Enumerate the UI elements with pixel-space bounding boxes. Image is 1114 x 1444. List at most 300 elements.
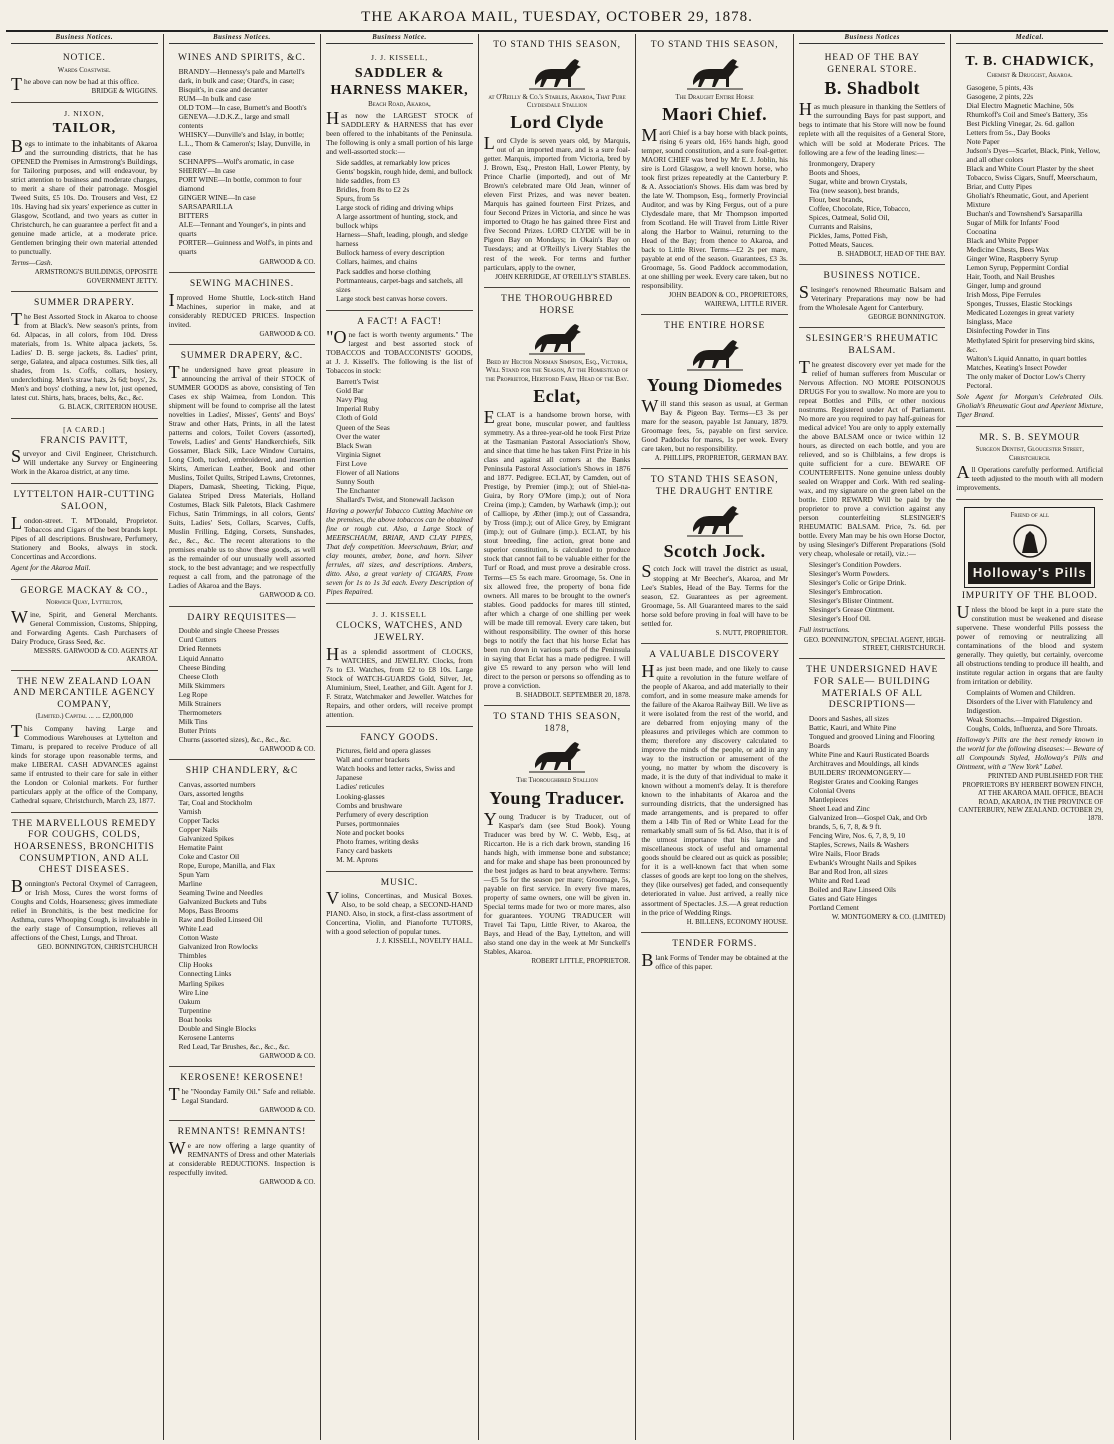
advertisement bbox=[326, 47, 473, 310]
ad-list-item: Ironmongery, Drapery bbox=[808, 158, 875, 168]
ad-list-item: Black and White Court Plaster by the sheet bbox=[966, 163, 1094, 173]
ad-list-item: Methylated Spirit for preserving bird skins, &c. bbox=[966, 335, 1095, 354]
ad-title: HEAD OF THE BAY GENERAL STORE. bbox=[824, 53, 920, 75]
ad-list-item: Disinfecting Powder in Tins bbox=[966, 326, 1050, 336]
ad-list-item: PORTER—Guinness and Wolf's, in pints and quarts bbox=[178, 238, 313, 257]
ad-list-item: Milk Strainers bbox=[178, 698, 222, 708]
ad-signature: GEO. BONNINGTON, SPECIAL AGENT, HIGH-STREET, CHRISTCHURCH. bbox=[803, 636, 946, 652]
ad-title: SUMMER DRAPERY. bbox=[34, 298, 135, 309]
ad-item-list bbox=[332, 746, 473, 863]
ad-subheading: Surgeon Dentist, Gloucester Street, Christchurch. bbox=[975, 446, 1084, 462]
ad-list-item: Fancy card baskets bbox=[336, 845, 393, 855]
ad-title: T. B. CHADWICK, bbox=[965, 54, 1095, 70]
holloways-emblem bbox=[964, 507, 1095, 588]
ad-list-item: The Enchanter bbox=[336, 485, 380, 495]
ad-list-item: White Lead bbox=[178, 924, 214, 934]
ad-list-item: The only maker of Doctor Low's Cherry Pectoral. bbox=[966, 371, 1086, 390]
ad-title: TO STAND THIS SEASON, THE DRAUGHT ENTIRE bbox=[650, 475, 779, 497]
ad-list-item: RUM—In bulk and case bbox=[178, 93, 252, 103]
ad-list-item: Coffee, Chocolate, Rice, Tobacco, bbox=[808, 203, 911, 213]
ad-list-item: First Love bbox=[336, 458, 367, 468]
ad-item-list bbox=[805, 714, 946, 913]
ad-title: REMNANTS! REMNANTS! bbox=[177, 1127, 307, 1138]
ad-list-item: Slesinger's Colic or Gripe Drink. bbox=[808, 578, 907, 588]
column-heading: Medical. bbox=[956, 34, 1103, 44]
ad-list-item: Best Pickling Vinegar, 2s. 6d. gallon bbox=[966, 118, 1075, 128]
ad-list-item: Wire Line bbox=[178, 987, 209, 997]
ad-list-item: PORT WINE—In bottle, common to four diamond bbox=[178, 175, 302, 194]
ad-list-item: Staples, Screws, Nails & Washers bbox=[808, 840, 909, 850]
ad-list-item: Flower of all Nations bbox=[336, 467, 400, 477]
ad-list-item: Colonial Ovens bbox=[808, 785, 856, 795]
ad-list-item: Dial Electro Magnetic Machine, 50s bbox=[966, 100, 1074, 110]
ad-body-text: The greatest discovery ever yet made for the relief of human sufferers from Muscular or Nervous Affection. NO MORE POISONOUS DRUGS For you to swallow. No more are you to repeat Bottles and Pills, or other noxious nostrums. Registered under Act of Parliament. No more are you required to pay half-guineas for medical advice! You are only to apply externally the above BALSAM once or twice within 12 hours, as directed on each bottle, and you are relieved, and so is Chilblains, a few drops is quite sufficient for a cure. BEWARE OF COUNTERFEITS. None genuine unless doubly sealed on Wrapper and Cork. With red sealing-wax, and my signature on the green label on the bottle. £100 REWARD Will be paid by the proprietor to prove a conviction against any person counterfeiting SLESINGER'S RHEUMATIC BALSAM. Price, 7s. 6d. per bottle. Every Man may be his own Horse Doctor, by using Slesinger's Different Preparations (Sold very cheap, wholesale or retail), viz.:— bbox=[798, 356, 946, 559]
advertisement bbox=[956, 500, 1103, 829]
ad-signature: W. MONTGOMERY & CO. (LIMITED) bbox=[831, 914, 946, 922]
horse-engraving-icon bbox=[685, 336, 745, 372]
advertisement bbox=[169, 273, 316, 345]
advertisement bbox=[799, 659, 946, 927]
ad-signature: S. NUTT, PROPRIETOR. bbox=[715, 629, 788, 637]
ad-list-item: Large stock best canvas horse covers. bbox=[336, 293, 448, 303]
ad-list-item: Thermometers bbox=[178, 707, 222, 717]
ad-list-item: Tea (new season), best brands, bbox=[808, 185, 900, 195]
ad-list-item: Galvanized Iron—Gospel Oak, and Orb brands, 5, 6, 7, 8, & 9 ft. bbox=[808, 813, 927, 832]
ad-title: FANCY GOODS. bbox=[360, 732, 439, 743]
ad-list-item: WHISKY—Dunville's and Islay, in bottle; L.L., Thom & Cameron's; Islay, Dunville, in case bbox=[178, 130, 311, 158]
ad-title: WINES AND SPIRITS, &C. bbox=[178, 53, 306, 64]
ad-title: NOTICE. bbox=[62, 53, 106, 64]
ad-display-name: Lord Clyde bbox=[510, 112, 604, 133]
advertisement bbox=[11, 103, 158, 293]
ad-list-item: Leg Rope bbox=[178, 689, 208, 699]
ad-title: FRANCIS PAVITT, bbox=[40, 435, 129, 446]
advertisement bbox=[484, 288, 631, 706]
ad-list-item: Cheese Cloth bbox=[178, 671, 219, 681]
ad-list-item: Imperial Ruby bbox=[336, 404, 380, 414]
ad-list-item: Slesinger's Grease Ointment. bbox=[808, 605, 895, 615]
ad-list-item: Portland Cement bbox=[808, 903, 859, 913]
ad-extra-text: Agent for the Akaroa Mail. bbox=[11, 562, 91, 572]
ad-body-text: Slesinger's renowned Rheumatic Balsam and Veterinary Preparations may now be had from the Wholesale Agent for Canterbury. bbox=[798, 281, 946, 312]
ad-list-item: Slesinger's Condition Powders. bbox=[808, 560, 902, 570]
advertisement bbox=[484, 34, 631, 288]
ad-title: A FACT! A FACT! bbox=[357, 316, 442, 327]
column-1 bbox=[6, 34, 164, 1440]
ad-title: THE THOROUGHBRED HORSE bbox=[500, 293, 614, 316]
ad-item-list bbox=[805, 560, 946, 623]
ad-signature: B. SHADBOLT, HEAD OF THE BAY. bbox=[837, 250, 946, 258]
ad-list-item: Galvanized Spikes bbox=[178, 834, 234, 844]
ad-list-item: Buchan's and Townshend's Sarsaparilla bbox=[966, 209, 1083, 219]
ad-list-item: Harness—Shaft, leading, plough, and sledge harness bbox=[336, 230, 468, 249]
advertisement bbox=[799, 328, 946, 659]
ad-list-item: SARSAPARILLA bbox=[178, 202, 233, 212]
ad-body-text: Bonnington's Pectoral Oxymel of Carrageen, or Irish Moss, Cures the worst forms of Coughs and Colds, Hoarseness; gives immediate relief in Bronchitis, is the best medicine for Asthma, cures Whooping Cough, is invaluable in the early stage of Consumption, relieves all affections of the Chest, Lungs, and Throat. bbox=[11, 875, 158, 942]
ad-list-item: Sugar of Milk for Infants' Food bbox=[966, 218, 1060, 228]
ad-list-item: Galvanized Buckets and Tubs bbox=[178, 897, 267, 907]
figure-icon bbox=[1000, 523, 1060, 559]
ad-list-item: Milk Skimmers bbox=[178, 680, 225, 690]
ad-list-item: Mops, Bass Brooms bbox=[178, 906, 239, 916]
ad-list-item: Fencing Wire, Nos. 6, 7, 8, 9, 10 bbox=[808, 831, 906, 841]
ad-list-item: Rope, Europe, Manilla, and Flax bbox=[178, 861, 276, 871]
ad-extra-text: Terms—Cash. bbox=[11, 258, 53, 268]
ad-body-text: Has just been made, and one likely to cause quite a revolution in the future welfare of the people of Akaroa, and add materially to their comfort, and in some measure make amends for the failure of the Akaroa Railway Bill. We live as it were isolated from the rest of the world, and are debarred from enjoying many of the pleasures and privileges which are common to them; therefore any discovery calculated to improve the minds of the people, or add in any way to the instruction or amusement of the young, no matter by whom the discovery is made, it is the duty of that individual to make it known without a moment's delay. It is therefore known to the inhabitants of Akaroa and the surrounding districts, that the undersigned has made arrangements, and is prepared to offer them a 14lb Tin of Red or White Lead for the remarkably small sum of 5s 6d. Also, that it is of the utmost importance that his large and miscellaneous stock of useful and ornamental goods should be cleared out as quick as possible; for it is a well-known fact that when some classes of goods are kept too long on the shelves, they (like ourselves) get faded, and consequently deteriorated in value. Just arrived, a really nice assortment of Spectacles. J.S.—A great reduction in the price of Wedding Rings. bbox=[641, 660, 788, 917]
column-6 bbox=[794, 34, 952, 1440]
ad-signature: BRIDGE & WIGGINS. bbox=[91, 88, 158, 96]
column-heading: Business Notices. bbox=[11, 34, 158, 44]
advertisement bbox=[169, 607, 316, 760]
ad-list-item: Raw and Boiled Linseed Oil bbox=[178, 915, 263, 925]
ad-body-text: Lord Clyde is seven years old, by Marquis, out of an imported mare, and is a sure foal-getter. Marquis, imported from Victoria, bred by J. Brown, Esq., Preston Hall, Lower Plenty, by Prince Charlie (imported), and out of Mr Brown's celebrated mare Old Jean, winner of eleven First Prizes, and was never beaten. Marquis has gained fourteen First Prizes, and four Second Prizes in Victoria, and since he was imported to Otago he has gained three First and five Second Prizes. LORD CLYDE will be in Pigeon Bay on Mondays; in Okain's Bay on Tuesdays; and at O'Reilly's Livery Stables the rest of the week. For terms and further particulars, apply to the owner, bbox=[483, 133, 631, 272]
ad-list-item: Churns (assorted sizes), &c., &c., &c. bbox=[178, 734, 291, 744]
ad-display-name: Young Traducer. bbox=[489, 787, 625, 808]
ad-list-item: M. M. Aprons bbox=[336, 854, 379, 864]
ad-title: SLESINGER'S RHEUMATIC BALSAM. bbox=[805, 334, 939, 356]
ad-list-item: Canvas, assorted numbers bbox=[178, 779, 256, 789]
ad-list-item: Doors and Sashes, all sizes bbox=[808, 713, 889, 723]
ad-subheading: Beach Road, Akaroa, bbox=[368, 100, 431, 108]
advertisement bbox=[11, 484, 158, 579]
ad-list-item: Currants and Raisins, bbox=[808, 221, 873, 231]
ad-title: CLOCKS, WATCHES, AND JEWELRY. bbox=[336, 621, 463, 643]
ad-display-name: Maori Chief. bbox=[662, 103, 768, 124]
ad-list-item: Flour, best brands, bbox=[808, 194, 864, 204]
ad-subheading: The Draught Entire Horse bbox=[675, 93, 754, 101]
ad-list-item: Judson's Dyes—Scarlet, Black, Pink, Yellow, and all other colors bbox=[966, 145, 1101, 164]
ad-list-item: Tar, Coal and Stockholm bbox=[178, 797, 253, 807]
ad-list-item: Oars, assorted lengths bbox=[178, 788, 244, 798]
ad-preheading: J. J. KISSELL bbox=[372, 610, 427, 620]
ad-signature: GARWOOD & CO. bbox=[259, 1106, 316, 1114]
ad-list-item: Copper Tacks bbox=[178, 815, 220, 825]
ad-item-list bbox=[332, 158, 473, 303]
ad-title: THE NEW ZEALAND LOAN AND MERCANTILE AGENCY COMPANY, bbox=[13, 676, 156, 710]
ad-signature: MESSRS. GARWOOD & CO. AGENTS AT AKAROA. bbox=[33, 647, 158, 664]
ad-list-item: Cloth of Gold bbox=[336, 413, 378, 423]
ad-list-item: Disorders of the Liver with Flatulency and Indigestion. bbox=[966, 697, 1093, 716]
ad-title: SADDLER & HARNESS MAKER, bbox=[330, 65, 469, 98]
ad-item-list bbox=[962, 688, 1103, 733]
ad-list-item: Pack saddles and horse clothing bbox=[336, 266, 431, 276]
ad-list-item: Note Paper bbox=[966, 136, 1000, 146]
advertisement bbox=[641, 315, 788, 469]
ad-extra-text: Sole Agent for Morgan's Celebrated Oils. Gholiah's Rheumatic Gout and Aperient Mixture, Tiger Brand. bbox=[956, 391, 1104, 419]
ad-title: LYTTELTON HAIR-CUTTING SALOON, bbox=[13, 490, 156, 513]
advertisement bbox=[169, 47, 316, 273]
ad-signature: GEO. BONNINGTON, CHRISTCHURCH bbox=[37, 944, 158, 952]
ad-list-item: Looking-glasses bbox=[336, 791, 385, 801]
ad-list-item: Lemon Syrup, Peppermint Cordial bbox=[966, 263, 1069, 273]
column-4 bbox=[479, 34, 637, 1440]
ad-subheading: Chemist & Druggist, Akaroa. bbox=[986, 72, 1073, 80]
advertisement bbox=[11, 47, 158, 102]
ad-list-item: Potted Meats, Sauces. bbox=[808, 239, 874, 249]
column-7 bbox=[951, 34, 1108, 1440]
ad-list-item: Curd Cutters bbox=[178, 635, 217, 645]
column-5 bbox=[636, 34, 794, 1440]
ad-list-item: BITTERS bbox=[178, 211, 209, 221]
ad-list-item: GINGER WINE—In case bbox=[178, 193, 256, 203]
ad-signature: JOHN BEADON & CO., PROPRIETORS, WAIREWA, LITTLE RIVER. bbox=[668, 292, 788, 308]
ad-list-item: Coughs, Colds, Influenza, and Sore Throats. bbox=[966, 724, 1098, 734]
ad-body-text: This Company having Large and Commodious Warehouses at Lyttelton and Timaru, is prepared to receive Produce of all kinds for storage upon reasonable terms, and make LIBERAL CASH ADVANCES against same if entrusted to their care for sale in either the London or Colonial markets. For further particulars apply at the office of the Company, Cathedral square, Christchurch, March 23, 1877. bbox=[11, 720, 158, 805]
ad-list-item: Kerosene Lanterns bbox=[178, 1032, 235, 1042]
ad-extra-text: Having a powerful Tobacco Cutting Machine on the premises, the above tobaccos can be obtained fine or rough cut. Also, a Large Stock of MEERSCHAUM, BRIAR, AND CLAY PIPES, That defy competition. Meerschaum, Briar, and clay mounts, amber, bone, and horn. Silver ferrules, all sizes, and descriptions. Ambers, ditto. Also, a great variety of CIGARS, From seven for 1s to 1s 3d each. Every Description of Pipes Repaired. bbox=[326, 505, 473, 597]
ad-list-item: Medicated Lozenges in great variety bbox=[966, 308, 1075, 318]
ad-list-item: Dried Rennets bbox=[178, 644, 222, 654]
ad-list-item: Boots and Shoes, bbox=[808, 167, 861, 177]
ad-list-item: Slesinger's Worm Powders. bbox=[808, 569, 890, 579]
ad-body-text: The "Noonday Family Oil." Safe and reliable. Legal Standard. bbox=[168, 1083, 316, 1105]
ad-signature: JOHN KERRIDGE, AT O'REILLY'S STABLES. bbox=[495, 273, 631, 281]
ad-list-item: Virginia Signet bbox=[336, 449, 381, 459]
ad-list-item: Over the water bbox=[336, 431, 381, 441]
ad-list-item: Portmanteaus, carpet-bags and satchels, all sizes bbox=[336, 275, 463, 294]
advertisement bbox=[641, 469, 788, 644]
ad-title: BUSINESS NOTICE. bbox=[823, 271, 921, 282]
ad-body-text: Maori Chief is a bay horse with black points, rising 6 years old, 16½ hands high, good temper, sound constitution, and a sure foal-getter. MAORI CHIEF was bred by Mr E. J. Joblin, his sire is Lord Glasgow, a well known horse, who took first prizes repeatedly at the Canterbury P. & A. Association's Shows. His dam was bred by the late W. Thompson, Esq., formerly Provincial Auditor, and was by King Fergus, out of a pure Clydesdale mare, that Mr Thompson imported from Scotland. He will Travel from Little River along the Harbor to Wainui, returning to the Head of the Bay; from thence to Akaroa, and back to Little River. Terms—£2 2s per mare, payable at end of the season. Guarantees, £3 3s. Groomage, 5s. Good Paddock accommodation, at one shilling per week. Every care taken, but no responsibility. bbox=[641, 124, 788, 291]
ad-list-item: Note and pocket books bbox=[336, 827, 405, 837]
ad-body-text: Unless the blood be kept in a pure state the constitution must be weakened and disease supervene. These wonderful Pills possess the power of removing or neutralizing all contaminations of the blood and system generally. They quietly, but certainly, overcome all obstructions tending to produce ill health, and institute regular action in organs that are faulty from irritation or debility. bbox=[956, 601, 1104, 686]
columns-container bbox=[6, 34, 1108, 1440]
ad-list-item: Ewbank's Wrought Nails and Spikes bbox=[808, 858, 917, 868]
ad-list-item: Oakum bbox=[178, 996, 201, 1006]
advertisement bbox=[326, 872, 473, 952]
ad-subheading: Bred by Hector Norman Simpson, Esq., Victoria, Will Stand for the Season, At the Homestead of the Proprietor, Hertford Farm, Head of the Bay. bbox=[485, 359, 629, 383]
ad-signature: ARMSTRONG'S BUILDINGS, OPPOSITE GOVERNMENT JETTY. bbox=[34, 269, 158, 285]
ad-body-text: Has a splendid assortment of CLOCKS, WATCHES, and JEWELRY. Clocks, from 7s to £3. Watches, from £2 to £8 10s. Large Stock of WATCH-GUARDS Gold, Silver, Jet, Aluminium, Steel, Leather, and Gilt. Agent for J. F. Stratz, Watchmaker and Jeweller. Watches for Repairs, and other orders, will receive prompt attention. bbox=[326, 643, 473, 719]
ad-list-item: Varnish bbox=[178, 806, 202, 816]
ad-body-text: Has now the LARGEST STOCK of SADDLERY & HARNESS that has ever been offered to the inhabitants of the Peninsula. The following is only a small portion of his large and well-assorted stock:— bbox=[326, 107, 473, 157]
ad-signature: ROBERT LITTLE, PROPRIETOR. bbox=[531, 958, 631, 966]
ad-list-item: Gasogene, 2 pints, 22s bbox=[966, 91, 1034, 101]
ad-display-name: Young Diomedes bbox=[646, 374, 783, 395]
masthead-title: THE AKAROA MAIL, TUESDAY, OCTOBER 29, 1878. bbox=[361, 9, 753, 25]
column-heading: Business Notice. bbox=[326, 34, 473, 44]
ad-list-item: Sheet Lead and Zinc bbox=[808, 803, 870, 813]
holloways-pills-badge: Holloway's Pills bbox=[968, 562, 1091, 584]
ad-item-list bbox=[175, 626, 316, 743]
ad-list-item: Watch hooks and letter racks, Swiss and Japanese bbox=[336, 764, 455, 783]
ad-list-item: SHERRY—In case bbox=[178, 166, 236, 176]
ad-list-item: Gates and Gate Hinges bbox=[808, 894, 877, 904]
ad-body-text: Young Traducer is by Traducer, out of Kaspar's dam (see Stud Book). Young Traducer was bred by W. C. Webb, Esq., at Riccarton. He is a rich dark brown, standing 16 hands high, with immense bone and substance; and for make and shape has been pronounced by the best judges as hard to beat anywhere. Terms:—£5 5s for the season per mare; Groomage, 5s, payable on first service. In every five mares, property of same owners, one will be given in. Special terms made for two or more mares, also for guarantees. YOUNG TRADUCER will Travel Tai Tapu, Little River, to Akaroa, the Bays, and Head of the Bay, Lyttelton, and will also stand one day in the week at Mr Sunckell's Stables, Akaroa. bbox=[483, 808, 631, 957]
ad-list-item: BRANDY—Hennessy's pale and Martell's dark, in bulk and case; Otard's, in case; Bisquit's, in case and decanter bbox=[178, 66, 305, 94]
ad-list-item: OLD TOM—In case, Burnett's and Booth's bbox=[178, 102, 307, 112]
ad-list-item: Matches, Keating's Insect Powder bbox=[966, 362, 1067, 372]
ad-title: IMPURITY OF THE BLOOD. bbox=[961, 591, 1098, 602]
ad-list-item: Sponges, Trusses, Elastic Stockings bbox=[966, 299, 1073, 309]
ad-item-list bbox=[805, 159, 946, 249]
ad-list-item: A large assortment of hunting, stock, and bullock whips bbox=[336, 212, 458, 231]
horse-engraving-icon bbox=[527, 320, 587, 356]
ad-list-item: Large stock of riding and driving whips bbox=[336, 203, 454, 213]
ad-list-item: Liquid Annatto bbox=[178, 653, 224, 663]
ad-display-name: Scotch Jock. bbox=[663, 540, 766, 561]
advertisement bbox=[169, 1067, 316, 1121]
ad-preheading: J. NIXON, bbox=[64, 108, 105, 118]
ad-list-item: Shallard's Twist, and Stonewall Jackson bbox=[336, 494, 455, 504]
ad-list-item: Walton's Liquid Annatto, in quart bottles bbox=[966, 353, 1087, 363]
ad-body-text: Wine, Spirit, and General Merchants. General Commission, Customs, Shipping, and Forwarding Agents. Cash Purchasers of Dairy Produce, Grass Seed, &c. bbox=[11, 606, 158, 646]
ad-list-item: Hematite Paint bbox=[178, 843, 223, 853]
ad-list-item: Tongued and grooved Lining and Flooring Boards bbox=[808, 731, 935, 750]
ad-extra-text: Holloway's Pills are the best remedy known in the world for the following diseases:— Beware of all Compounds Styled, Holloway's Pills and Ointment, with a "New York" Label. bbox=[956, 735, 1104, 772]
ad-list-item: Queen of the Seas bbox=[336, 422, 390, 432]
ad-list-item: Register Grates and Cooking Ranges bbox=[808, 776, 919, 786]
ad-title: TENDER FORMS. bbox=[672, 938, 758, 949]
advertisement bbox=[169, 760, 316, 1067]
ad-list-item: Copper Nails bbox=[178, 824, 218, 834]
ad-list-item: White and Red Lead bbox=[808, 876, 870, 886]
horse-engraving-icon bbox=[527, 738, 587, 774]
ad-list-item: Irish Moss, Pipe Ferrules bbox=[966, 290, 1041, 300]
ad-list-item: Black and White Pepper bbox=[966, 236, 1039, 246]
ad-list-item: Cotton Waste bbox=[178, 933, 219, 943]
ad-list-item: Turpentine bbox=[178, 1005, 211, 1015]
ad-title: THE UNDERSIGNED HAVE FOR SALE— BUILDING MATERIALS OF ALL DESCRIPTIONS— bbox=[806, 665, 939, 711]
ad-list-item: Double and single Cheese Presses bbox=[178, 626, 280, 636]
ad-body-text: Has much pleasure in thanking the Settlers of the surrounding Bays for past support, and begs to intimate that his Store will now be found replete with all the requisites of a General Store, which will be sold at Moderate Prices. The following are a few of the leading lines:— bbox=[798, 99, 946, 157]
ad-list-item: Side saddles, at remarkably low prices bbox=[336, 158, 450, 168]
advertisement bbox=[956, 47, 1103, 427]
ad-list-item: Ginger, lump and ground bbox=[966, 281, 1041, 291]
ad-signature: GEORGE BONNINGTON. bbox=[868, 313, 946, 321]
ad-list-item: Mantlepieces bbox=[808, 794, 849, 804]
ad-list-item: Slesinger's Embrocation. bbox=[808, 587, 883, 597]
ad-list-item: Black Swan bbox=[336, 440, 372, 450]
ad-body-text: The Best Assorted Stock in Akaroa to choose from at Black's. New season's prints, from 6d. Alpacas, in all colors, from 10d. Dress materials, from 1s. White alpaca jackets, 5s. Ladies' D. B. serge jackets, 8s. Ladies' print, serge, Galatea, and alpaca costumes. Silk ties, all shades, from 1s. Coffs, collars, hosiery, underclothing. Men's straw hats, 2s 6d; boys', 2s. Men's and boys' clothing, a new lot, just opened, latest cut. Shirts, hats, braces, belts, &c., &c. bbox=[11, 308, 158, 403]
ad-signature: PRINTED AND PUBLISHED FOR THE PROPRIETORS BY HERBERT BOWEN FINCH, AT THE AKAROA MAIL OFFICE, BEACH ROAD, AKAROA, IN THE PROVINCE OF CANTERBURY, NEW ZEALAND. OCTOBER 29, 1878. bbox=[958, 773, 1104, 823]
ad-list-item: Wire Nails, Floor Brads bbox=[808, 849, 880, 859]
ad-list-item: Weak Stomachs.—Impaired Digestion. bbox=[966, 715, 1083, 725]
ad-list-item: Sugar, white and brown Crystals, bbox=[808, 176, 908, 186]
emblem-motto: Friend of all bbox=[1010, 512, 1050, 520]
column-3 bbox=[321, 34, 479, 1440]
ad-body-text: "One fact is worth twenty arguments." The largest and best assorted stock of TOBACCOS and TOBACCONISTS' GOODS, at J. J. Kissell's. The following is the list of Tobaccos in stock: bbox=[326, 327, 473, 376]
ad-list-item: Bridles, from 8s to £2 2s bbox=[336, 185, 410, 195]
ad-list-item: Hair, Tooth, and Nail Brushes bbox=[966, 272, 1055, 282]
ad-list-item: Gold Bar bbox=[336, 386, 364, 396]
ad-list-item: Isinglass, Mace bbox=[966, 317, 1013, 327]
ad-list-item: ALE—Tennant and Younger's, in pints and quarts bbox=[178, 220, 306, 239]
ad-display-name: Eclat, bbox=[533, 385, 581, 406]
ad-body-text: Surveyor and Civil Engineer, Christchurch. Will undertake any Survey or Engineering Work in the Akaroa district, at any time. bbox=[11, 446, 158, 477]
ad-list-item: Collars, haimes, and chains bbox=[336, 257, 418, 267]
ad-list-item: Sunny South bbox=[336, 476, 375, 486]
ad-item-list bbox=[332, 377, 473, 503]
advertisement bbox=[11, 580, 158, 671]
horse-engraving-icon bbox=[527, 55, 587, 91]
ad-list-item: Rhumkoff's Coil and Smee's Battery, 35s bbox=[966, 109, 1088, 119]
ad-signature: GARWOOD & CO. bbox=[259, 592, 316, 600]
ad-list-item: Spices, Oatmeal, Solid Oil, bbox=[808, 212, 890, 222]
ad-subheading: (Limited.) Capital ... ... £2,000,000 bbox=[35, 713, 133, 721]
ad-list-item: Marling Spikes bbox=[178, 978, 224, 988]
column-heading: Business Notices bbox=[799, 34, 946, 44]
advertisement bbox=[11, 419, 158, 485]
ad-body-text: The above can now be had at this office. bbox=[11, 74, 139, 95]
advertisement bbox=[326, 311, 473, 604]
ad-list-item: Boat hooks bbox=[178, 1014, 213, 1024]
ad-title: THE MARVELLOUS REMEDY FOR COUGHS, COLDS, HOARSENESS, BRONCHITIS CONSUMPTION, AND ALL CHEST DISEASES. bbox=[12, 818, 157, 876]
ad-list-item: Milk Tins bbox=[178, 716, 208, 726]
ad-list-item: Spun Yarn bbox=[178, 870, 210, 880]
ad-title: TO STAND THIS SEASON, 1878, bbox=[493, 712, 621, 734]
ad-signature: A. PHILLIPS, PROPRIETOR, GERMAN BAY. bbox=[654, 454, 788, 462]
ad-list-item: Thimbles bbox=[178, 951, 207, 961]
ad-display-name: B. Shadbolt bbox=[824, 78, 920, 99]
advertisement bbox=[11, 813, 158, 958]
ad-list-item: Battic, Kauri, and White Pine bbox=[808, 722, 897, 732]
ad-body-text: Begs to intimate to the inhabitants of Akaroa and the surrounding districts, that he has OPENED the Premises in Armstrong's Buildings, for Tailoring purposes, and will endeavour, by strict attention to business and moderate charges, to merit a share of their patronage. Mosgiel Tweed Suits, £5 10s. Do. Trousers and Vest, £2 10s. Having had six years' experience as cutter in Glasgow, Scotland, and two years as cutter in Christchurch, he can guarantee a perfect fit and a genuine made article, at a moderate price. Gentlemen bringing their own material attended to punctually. bbox=[11, 135, 158, 257]
ad-title: TO STAND THIS SEASON, bbox=[493, 40, 621, 50]
ad-list-item: Combs and brushware bbox=[336, 800, 403, 810]
ad-list-item: Barrett's Twist bbox=[336, 377, 379, 387]
ad-signature: GARWOOD & CO. bbox=[259, 745, 316, 753]
ad-list-item: Bullock harness of every description bbox=[336, 248, 445, 258]
ad-list-item: SCHNAPPS—Wolf's aromatic, in case bbox=[178, 157, 294, 167]
ad-list-item: White Pine and Kauri Rusticated Boards bbox=[808, 749, 929, 759]
ad-body-text: Violins, Concertinas, and Musical Boxes. Also, to be sold cheap, a SECOND-HAND PIANO. Also, in stock, a first-class assortment of Concertina, Violin, and Pianoforte TUTORS, with a good selection of popular tunes. bbox=[326, 888, 473, 937]
ad-title: GEORGE MACKAY & CO., bbox=[20, 585, 149, 596]
ad-list-item: Complaints of Women and Children. bbox=[966, 688, 1076, 698]
advertisement bbox=[956, 427, 1103, 500]
advertisement bbox=[484, 706, 631, 971]
column-2 bbox=[164, 34, 322, 1440]
ad-list-item: Gents' bogskin, rough hide, demi, and bullock hide saddles, from £3 bbox=[336, 167, 473, 186]
ad-list-item: Ladies' reticules bbox=[336, 782, 385, 792]
ad-list-item: Clip Hooks bbox=[178, 960, 213, 970]
ad-item-list bbox=[175, 67, 316, 257]
ad-signature: G. BLACK, CRITERION HOUSE. bbox=[59, 404, 158, 412]
ad-list-item: Slesinger's Blister Ointment. bbox=[808, 596, 894, 606]
ad-body-text: The undersigned have great pleasure in announcing the arrival of their STOCK of SUMMER GOODS as above, consisting of Ten Cases ex ship Waimea, from London. This shipment will be found to comprise all the latest novelties in Ladies', Misses', Gents' and Boys' Straw and other Hats, Prints, in all the latest patterns and colors, Toilet Covers (assorted), Towels, Ladies' and Gents' Handkerchiefs, Silk Gossamer, Black Silk, Lace Window Curtains, Long Cloth, tucked, embroidered, and insertion Skirts, American Leather, Book and other Muslins, Toilet Quilts, Striped Lawns, Cretonnes, Diapers, Damask, Sheeting, Ticking, Pique, Galatea Striped Dress Materials, Holland Costumes, Black Silk Paletots, Black Cashmere Fichus, Satin Trimmings, in all colors, Gents' Suits, Ladies' Sets, Collars, Scarves, Cuffs, Muslin Frilling, Edging, Corsets, Sunshades, &c., &c., &c. The recent alterations to the premises enable us to show these goods, as well as the remainder of our unusually well assorted stock, to the best advantage; and we respectfully request a call from, and the patronage of the Ladies of Akaroa and the Bays. bbox=[168, 361, 316, 591]
advertisement bbox=[641, 933, 788, 978]
ad-title: KEROSENE! KEROSENE! bbox=[180, 1073, 304, 1084]
ad-preheading: J. J. KISSELL, bbox=[370, 53, 428, 63]
ad-body-text: Improved Home Shuttle, Lock-stitch Hand Machines, superior in make, and at considerably REDUCED PRICES. Inspection invited. bbox=[168, 289, 316, 329]
ad-body-text: ECLAT is a handsome brown horse, with great bone, muscular power, and faultless symmetry. As a three-year-old he took First Prize at the Tasmanian Pastoral Association's Show, and since that time he has taken First Prize in his class and against all comers at the Banks Peninsula Pastoral Association's Shows in 1876 and 1877. Pedigree. ECLAT, by Camden, out of Prestige, by Premier (imp.); out of Shiel-na-Guira, by Rory O'More (imp.); out of Nora Creina (imp.); Camden, by Warhawk (imp.); out of Calliope, by Æther (imp.); out of Cassandra, by Tross (imp.); out of Alice Grey, by Emigrant (imp.); out of Gulnare (imp.). ECLAT, by his stout breeding, fine action, great bone and superior constitution, is calculated to produce stock that cannot fail to be valuable either for the Turf or Road, and must prove a desirable cross. Terms—£5 5s each mare. Groomage, 5s. One in six allowed free, the property of bona fide owners. All mares to be brought to the owner's stables. Good paddocks for mares till stinted, after which a charge of one shilling per week will be made till removal. Every care taken, but without responsibility. The owner of this horse begs to notify the fact that his horse Eclat has been run down in various parts of the Peninsula in saying that Eclat has a made pedigree. I will give £5 reward to any person who will lend direct to the person or persons so offending as to prove a conviction. bbox=[483, 406, 631, 690]
ad-title: A VALUABLE DISCOVERY bbox=[649, 650, 780, 661]
ad-title: MR. S. B. SEYMOUR bbox=[979, 432, 1081, 443]
ad-list-item: Architraves and Mouldings, all kinds bbox=[808, 758, 919, 768]
ad-list-item: Bar and Rod Iron, all sizes bbox=[808, 867, 888, 877]
ad-body-text: London-street. T. M'Donald, Proprietor. Tobaccos and Cigars of the best brands kept. Pipes of all descriptions. Brushware, Perfumery, Stationery and Books, always in stock. Concertinas and Accordions. bbox=[11, 512, 158, 561]
ad-list-item: Red Lead, Tar Brushes, &c., &c., &c. bbox=[178, 1041, 290, 1051]
ad-signature: J. J. KISSELL, NOVELTY HALL. bbox=[376, 938, 473, 946]
ad-body-text: All Operations carefully performed. Artificial teeth adjusted to the mouth with all modern improvements. bbox=[956, 461, 1104, 492]
ad-list-item: Perfumery of every description bbox=[336, 809, 429, 819]
advertisement bbox=[169, 345, 316, 607]
ad-title: SUMMER DRAPERY, &C. bbox=[180, 351, 303, 362]
ad-list-item: Slesinger's Hoof Oil. bbox=[808, 614, 871, 624]
ad-preheading: [A CARD.] bbox=[63, 424, 106, 434]
ad-title: SEWING MACHINES. bbox=[189, 278, 294, 289]
ad-title: THE ENTIRE HORSE bbox=[664, 321, 766, 332]
horse-engraving-icon bbox=[685, 502, 745, 538]
advertisement bbox=[799, 47, 946, 265]
ad-list-item: Gasogene, 5 pints, 43s bbox=[966, 82, 1034, 92]
ad-list-item: Galvanized Iron Rowlocks bbox=[178, 942, 258, 952]
ad-list-item: Double and Single Blocks bbox=[178, 1023, 256, 1033]
advertisement bbox=[169, 1121, 316, 1192]
advertisement bbox=[641, 34, 788, 315]
ad-list-item: Seaming Twine and Needles bbox=[178, 888, 263, 898]
ad-list-item: Ginger Wine, Raspberry Syrup bbox=[966, 254, 1058, 264]
